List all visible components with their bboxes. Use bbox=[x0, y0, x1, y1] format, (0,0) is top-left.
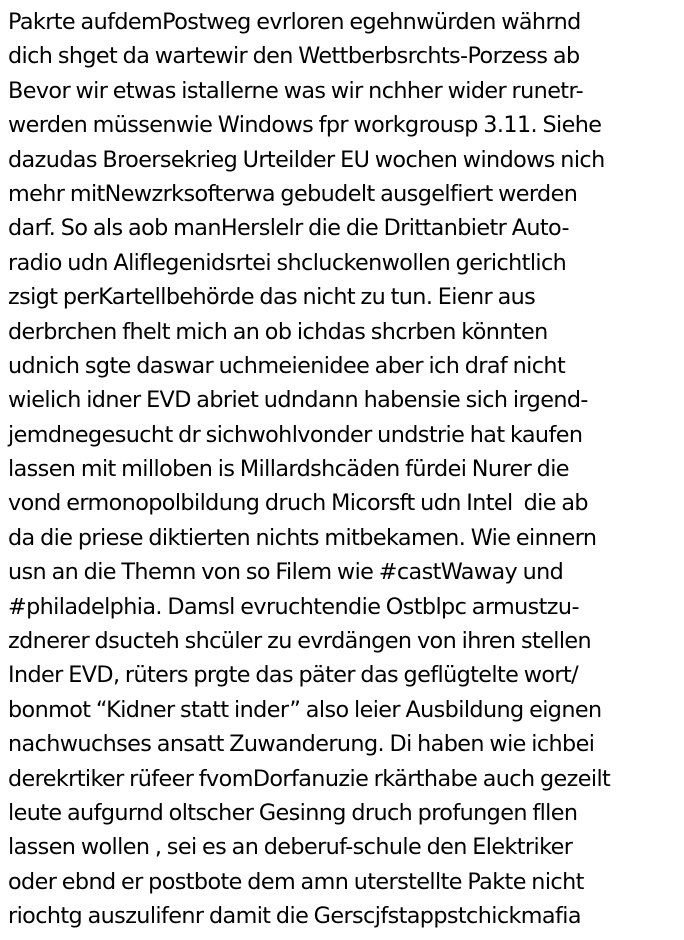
text-line: usn an die Themn von so Filem wie #castWaway und bbox=[8, 559, 564, 586]
text-line: riochtg auszulifenr damit die Gerscjfstappstchickmafia bbox=[8, 903, 581, 930]
text-line: udnich sgte daswar uchmeienidee aber ich draf nicht bbox=[8, 352, 566, 379]
text-line: radio udn Aliflegenidsrtei shcluckenwollen gerichtlich bbox=[8, 249, 567, 276]
text-line: darf. So als aob manHerslelr die die Drittanbietr Auto- bbox=[8, 215, 569, 242]
text-line: #philadelphia. Damsl evruchtendie Ostblpc armustzu- bbox=[8, 593, 579, 620]
text-line: Pakrte aufdemPostweg evrloren egehnwürden währnd bbox=[8, 9, 581, 35]
text-line: oder ebnd er postbote dem amn uterstellte Pakte nicht bbox=[8, 868, 584, 895]
text-line: werden müssenwie Windows fpr workgrousp 3.11. Siehe bbox=[8, 112, 602, 139]
text-line: mehr mitNewzrksofterwa gebudelt ausgelfiert werden bbox=[8, 180, 578, 207]
text-line: leute aufgurnd oltscher Gesinng druch profungen fllen bbox=[8, 799, 578, 826]
text-line: zsigt perKartellbehörde das nicht zu tun. Eienr aus bbox=[8, 284, 536, 311]
text-line: lassen mit milloben is Millardshcäden fürdei Nurer die bbox=[8, 456, 569, 483]
text-line: da die priese diktierten nichts mitbekamen. Wie einnern bbox=[8, 524, 597, 551]
text-line: nachwuchses ansatt Zuwanderung. Di haben wie ichbei bbox=[8, 731, 595, 758]
text-line: vond ermonopolbildung druch Micorsft udn Intel die ab bbox=[8, 490, 588, 517]
text-line: zdnerer dsucteh shcüler zu evrdängen von ihren stellen bbox=[8, 628, 592, 655]
text-line: bonmot “Kidner statt inder” also leier Ausbildung eignen bbox=[8, 696, 602, 723]
text-line: derekrtiker rüfeer fvomDorfanuzie rkärthabe auch gezeilt bbox=[8, 765, 611, 792]
text-line: Bevor wir etwas istallerne was wir nchher wider runetr- bbox=[8, 77, 584, 104]
text-line: lassen wollen , sei es an deberuf-schule den Elektriker bbox=[8, 834, 573, 861]
text-line: Inder EVD, rüters prgte das päter das geflügtelte wort/ bbox=[8, 662, 579, 689]
body-text bbox=[8, 5, 680, 934]
text-line: derbrchen fhelt mich an ob ichdas shcrben könnten bbox=[8, 318, 548, 345]
text-line: jemdnegesucht dr sichwohlvonder undstrie hat kaufen bbox=[8, 421, 583, 448]
text-line: wielich idner EVD abriet udndann habensie sich irgend- bbox=[8, 387, 588, 414]
text-line: dazudas Broersekrieg Urteilder EU wochen windows nich bbox=[8, 146, 605, 173]
text-line: dich shget da wartewir den Wettberbsrchts-Porzess ab bbox=[8, 43, 580, 70]
